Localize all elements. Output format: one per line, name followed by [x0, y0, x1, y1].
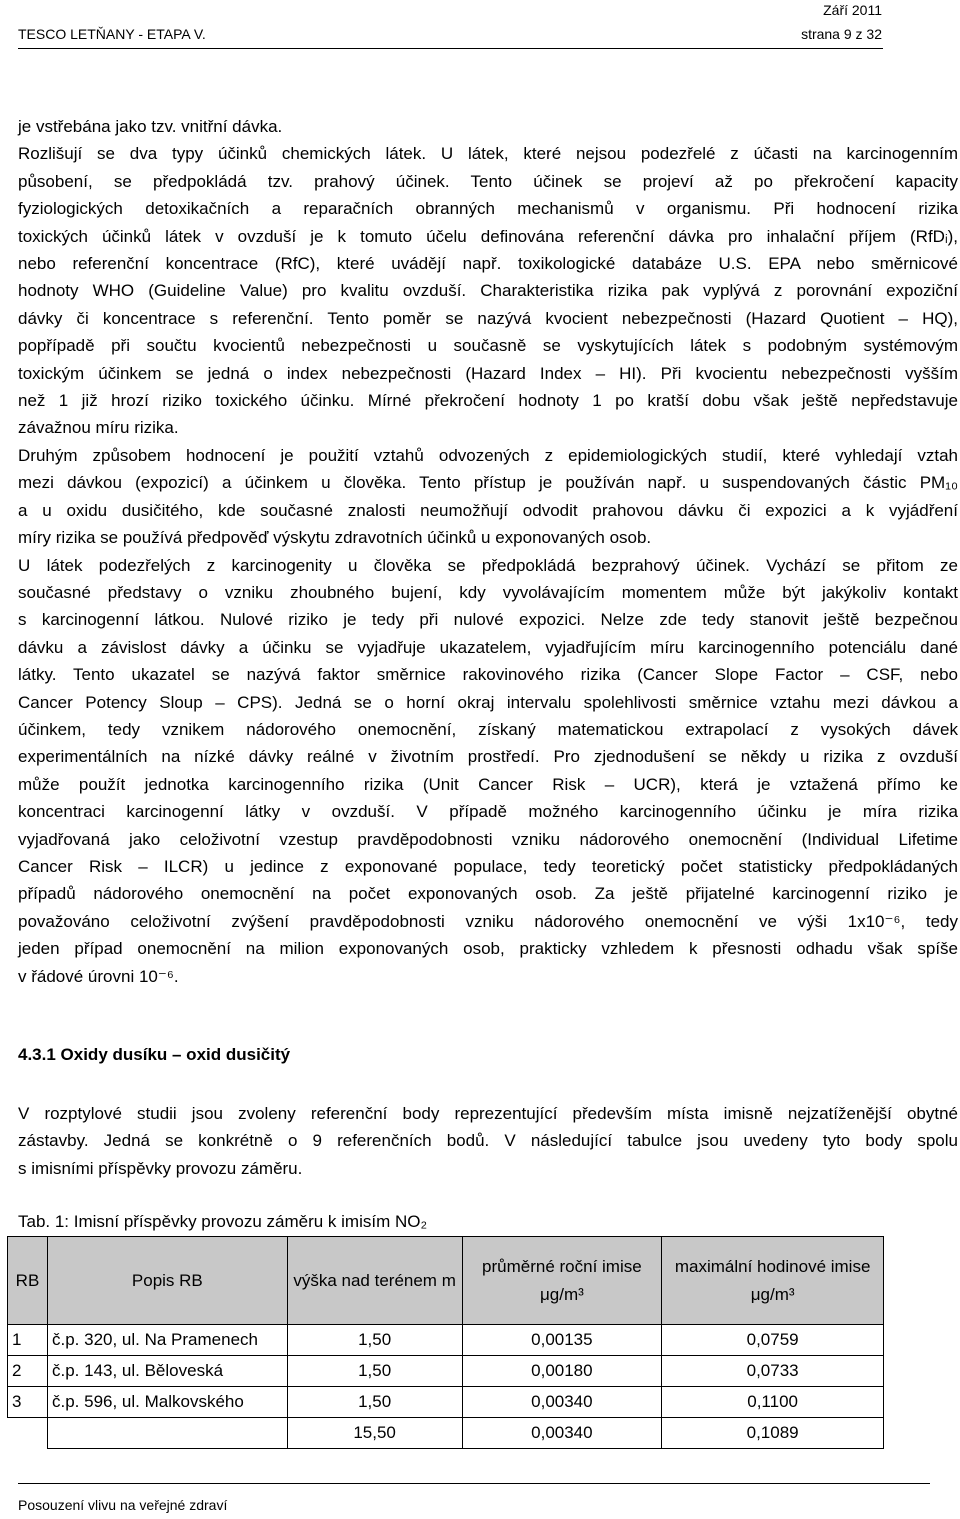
body-line: látky. Tento ukazatel se nazývá faktor směrnice rakovinového rizika (Cancer Slope Factor – CSF, nebo — [18, 665, 958, 685]
table-cell: 1 — [8, 1325, 48, 1356]
table-row — [8, 1418, 884, 1449]
body-line: zástavby. Jedná se konkrétně o 9 referenčních bodů. V následující tabulce jsou uvedeny tyto body spolu — [18, 1131, 958, 1151]
body-line: dávky či koncentrace s referenční. Tento poměr se nazývá kvocient nebezpečnosti (Hazard Quotient – HQ), — [18, 308, 958, 328]
table-cell: 0,1100 — [662, 1387, 884, 1418]
body-line: mezi dávkou (expozicí) a účinkem u člověka. Tento přístup je používán např. u suspendovaných částic PM₁₀ — [18, 473, 958, 493]
body-line: v řádové úrovni 10⁻⁶. — [18, 966, 179, 986]
body-line: nebo referenční koncentrace (RfC), které uvádějí např. toxikologické databáze U.S. EPA nebo směrnicové — [18, 254, 958, 274]
document-title: TESCO LETŇANY - ETAPA V. — [18, 26, 206, 42]
body-line: jeden případ onemocnění na milion exponovaných osob, prakticky vzhledem k přesnosti odhadu však spíše — [18, 939, 958, 959]
body-line: experimentálních na nízké dávky reálné v životním prostředí. Pro zjednodušení se někdy u rizika z ovzduší — [18, 747, 958, 767]
table-cell — [47, 1418, 287, 1449]
table-cell: 1,50 — [287, 1356, 462, 1387]
table-cell: 0,00340 — [462, 1418, 662, 1449]
emissions-table — [7, 1236, 884, 1449]
body-line: hodnoty WHO (Guideline Value) pro kvalitu ovzduší. Charakteristika rizika pak vyplývá z porovnání expoziční — [18, 281, 958, 301]
table-cell: č.p. 320, ul. Na Pramenech — [47, 1325, 287, 1356]
body-line: než 1 již hrozí riziko toxického účinku. Mírné překročení hodnoty 1 po kratší dobu však ještě nepředstavuje — [18, 391, 958, 411]
table-cell: 15,50 — [287, 1418, 462, 1449]
body-line: Druhým způsobem hodnocení je použití vztahů odvozených z epidemiologických studií, které vyhledají vztah — [18, 445, 958, 465]
body-line: může použít jednotka karcinogenního rizika (Unit Cancer Risk – UCR), která je vztažená přímo ke — [18, 774, 958, 794]
table-cell: 1,50 — [287, 1387, 462, 1418]
body-line: U látek podezřelých z karcinogenity u člověka se předpokládá bezprahový účinek. Vychází se přitom ze — [18, 555, 958, 575]
table-cell: 2 — [8, 1356, 48, 1387]
table-row — [8, 1325, 884, 1356]
table-row — [8, 1387, 884, 1418]
body-line: Cancer Risk – ILCR) u jedince z exponované populace, tedy teoretický počet statisticky předpokládaných — [18, 856, 958, 876]
body-line: považováno celoživotní zvýšení pravděpodobnosti vzniku nádorového onemocnění ve výši 1x10⁻⁶, tedy — [18, 911, 958, 931]
table-cell: 1,50 — [287, 1325, 462, 1356]
column-header: maximální hodinové imise μg/m³ — [662, 1237, 884, 1325]
body-line: dávku a závislost dávky a účinku se vyjadřuje ukazatelem, vyjadřujícím míru karcinogenního potenciálu dané — [18, 637, 958, 657]
body-line: současné představy o vzniku zhoubného bujení, kdy vyvolávajícím momentem může být jakýkoliv kontakt — [18, 582, 958, 602]
body-line: působení, se předpokládá tzv. prahový účinek. Tento účinek se projeví až po překročení kapacity — [18, 171, 958, 191]
body-line: vyjadřovaná jako celoživotní vzestup pravděpodobnosti vzniku nádorového onemocnění (Individual Lifetime — [18, 829, 958, 849]
body-line: účinkem, tedy vznikem nádorového onemocnění, získaný matematickou extrapolací z vysokých dávek — [18, 719, 958, 739]
body-text — [18, 113, 958, 990]
body-line: Cancer Potency Sloup – CPS). Jedná se o horní okraj intervalu spolehlivosti směrnice vztahu mezi dávkou a — [18, 692, 958, 712]
body-line: případů nádorového onemocnění na počet exponovaných osob. Za ještě přijatelné karcinogenní riziko je — [18, 884, 958, 904]
column-header: průměrné roční imise μg/m³ — [462, 1237, 662, 1325]
body-line: a u oxidu dusičitého, kde současné znalosti neumožňují odvodit prahovou dávku či expozici a k vyjádření — [18, 500, 958, 520]
header-date: Září 2011 — [823, 2, 882, 18]
table-cell: 0,1089 — [662, 1418, 884, 1449]
body-line: toxických účinků látek v ovzduší je k tomuto účelu definována referenční dávka pro inhalační příjem (RfDᵢ), — [18, 226, 958, 246]
table-cell: 0,0733 — [662, 1356, 884, 1387]
footer-divider — [18, 1483, 930, 1484]
body-line: s imisními příspěvky provozu záměru. — [18, 1158, 303, 1178]
table-cell: 0,0759 — [662, 1325, 884, 1356]
column-header: výška nad terénem m — [287, 1237, 462, 1325]
body-line: Rozlišují se dva typy účinků chemických látek. U látek, které nejsou podezřelé z účasti na karcinogenním — [18, 144, 958, 164]
body-line: s karcinogenní látkou. Nulové riziko je tedy při nulové expozici. Nelze zde tedy stanovit ještě bezpečnou — [18, 610, 958, 630]
footer-text: Posouzení vlivu na veřejné zdraví — [18, 1497, 228, 1513]
column-header: Popis RB — [47, 1237, 287, 1325]
table-cell: č.p. 143, ul. Běloveská — [47, 1356, 287, 1387]
table-caption: Tab. 1: Imisní příspěvky provozu záměru k imisím NO₂ — [18, 1212, 428, 1231]
section-heading: 4.3.1 Oxidy dusíku – oxid dusičitý — [18, 1045, 291, 1064]
body-line: závažnou míru rizika. — [18, 418, 179, 438]
table-header-row — [8, 1237, 884, 1325]
page-number: strana 9 z 32 — [801, 26, 882, 42]
body-line: V rozptylové studii jsou zvoleny referenční body reprezentující především místa imisně nejzatíženější obytné — [18, 1104, 958, 1123]
table-cell: 3 — [8, 1387, 48, 1418]
table-cell: 0,00180 — [462, 1356, 662, 1387]
body-line: míry rizika se používá předpověď výskytu zdravotních účinků u exponovaných osob. — [18, 528, 652, 548]
column-header: RB — [8, 1237, 48, 1325]
table-cell: 0,00340 — [462, 1387, 662, 1418]
header-divider — [18, 48, 883, 49]
body-line: fyziologických detoxikačních a reparačních obranných mechanismů v organismu. Při hodnocení rizika — [18, 199, 958, 219]
table-cell — [8, 1418, 48, 1449]
section-paragraph — [18, 1100, 958, 1182]
body-line: je vstřebána jako tzv. vnitřní dávka. — [18, 117, 283, 136]
table-cell: č.p. 596, ul. Malkovského — [47, 1387, 287, 1418]
body-line: popřípadě při součtu kvocientů nebezpečnosti u současně se vyskytujících látek s podobným systémovým — [18, 336, 958, 356]
table-cell: 0,00135 — [462, 1325, 662, 1356]
table-row — [8, 1356, 884, 1387]
body-line: toxickým účinkem se jedná o index nebezpečnosti (Hazard Index – HI). Při kvocientu nebezpečnosti vyšším — [18, 363, 958, 383]
body-line: koncentraci karcinogenní látky v ovzduší. V případě možného karcinogenního účinku je míra rizika — [18, 802, 958, 822]
